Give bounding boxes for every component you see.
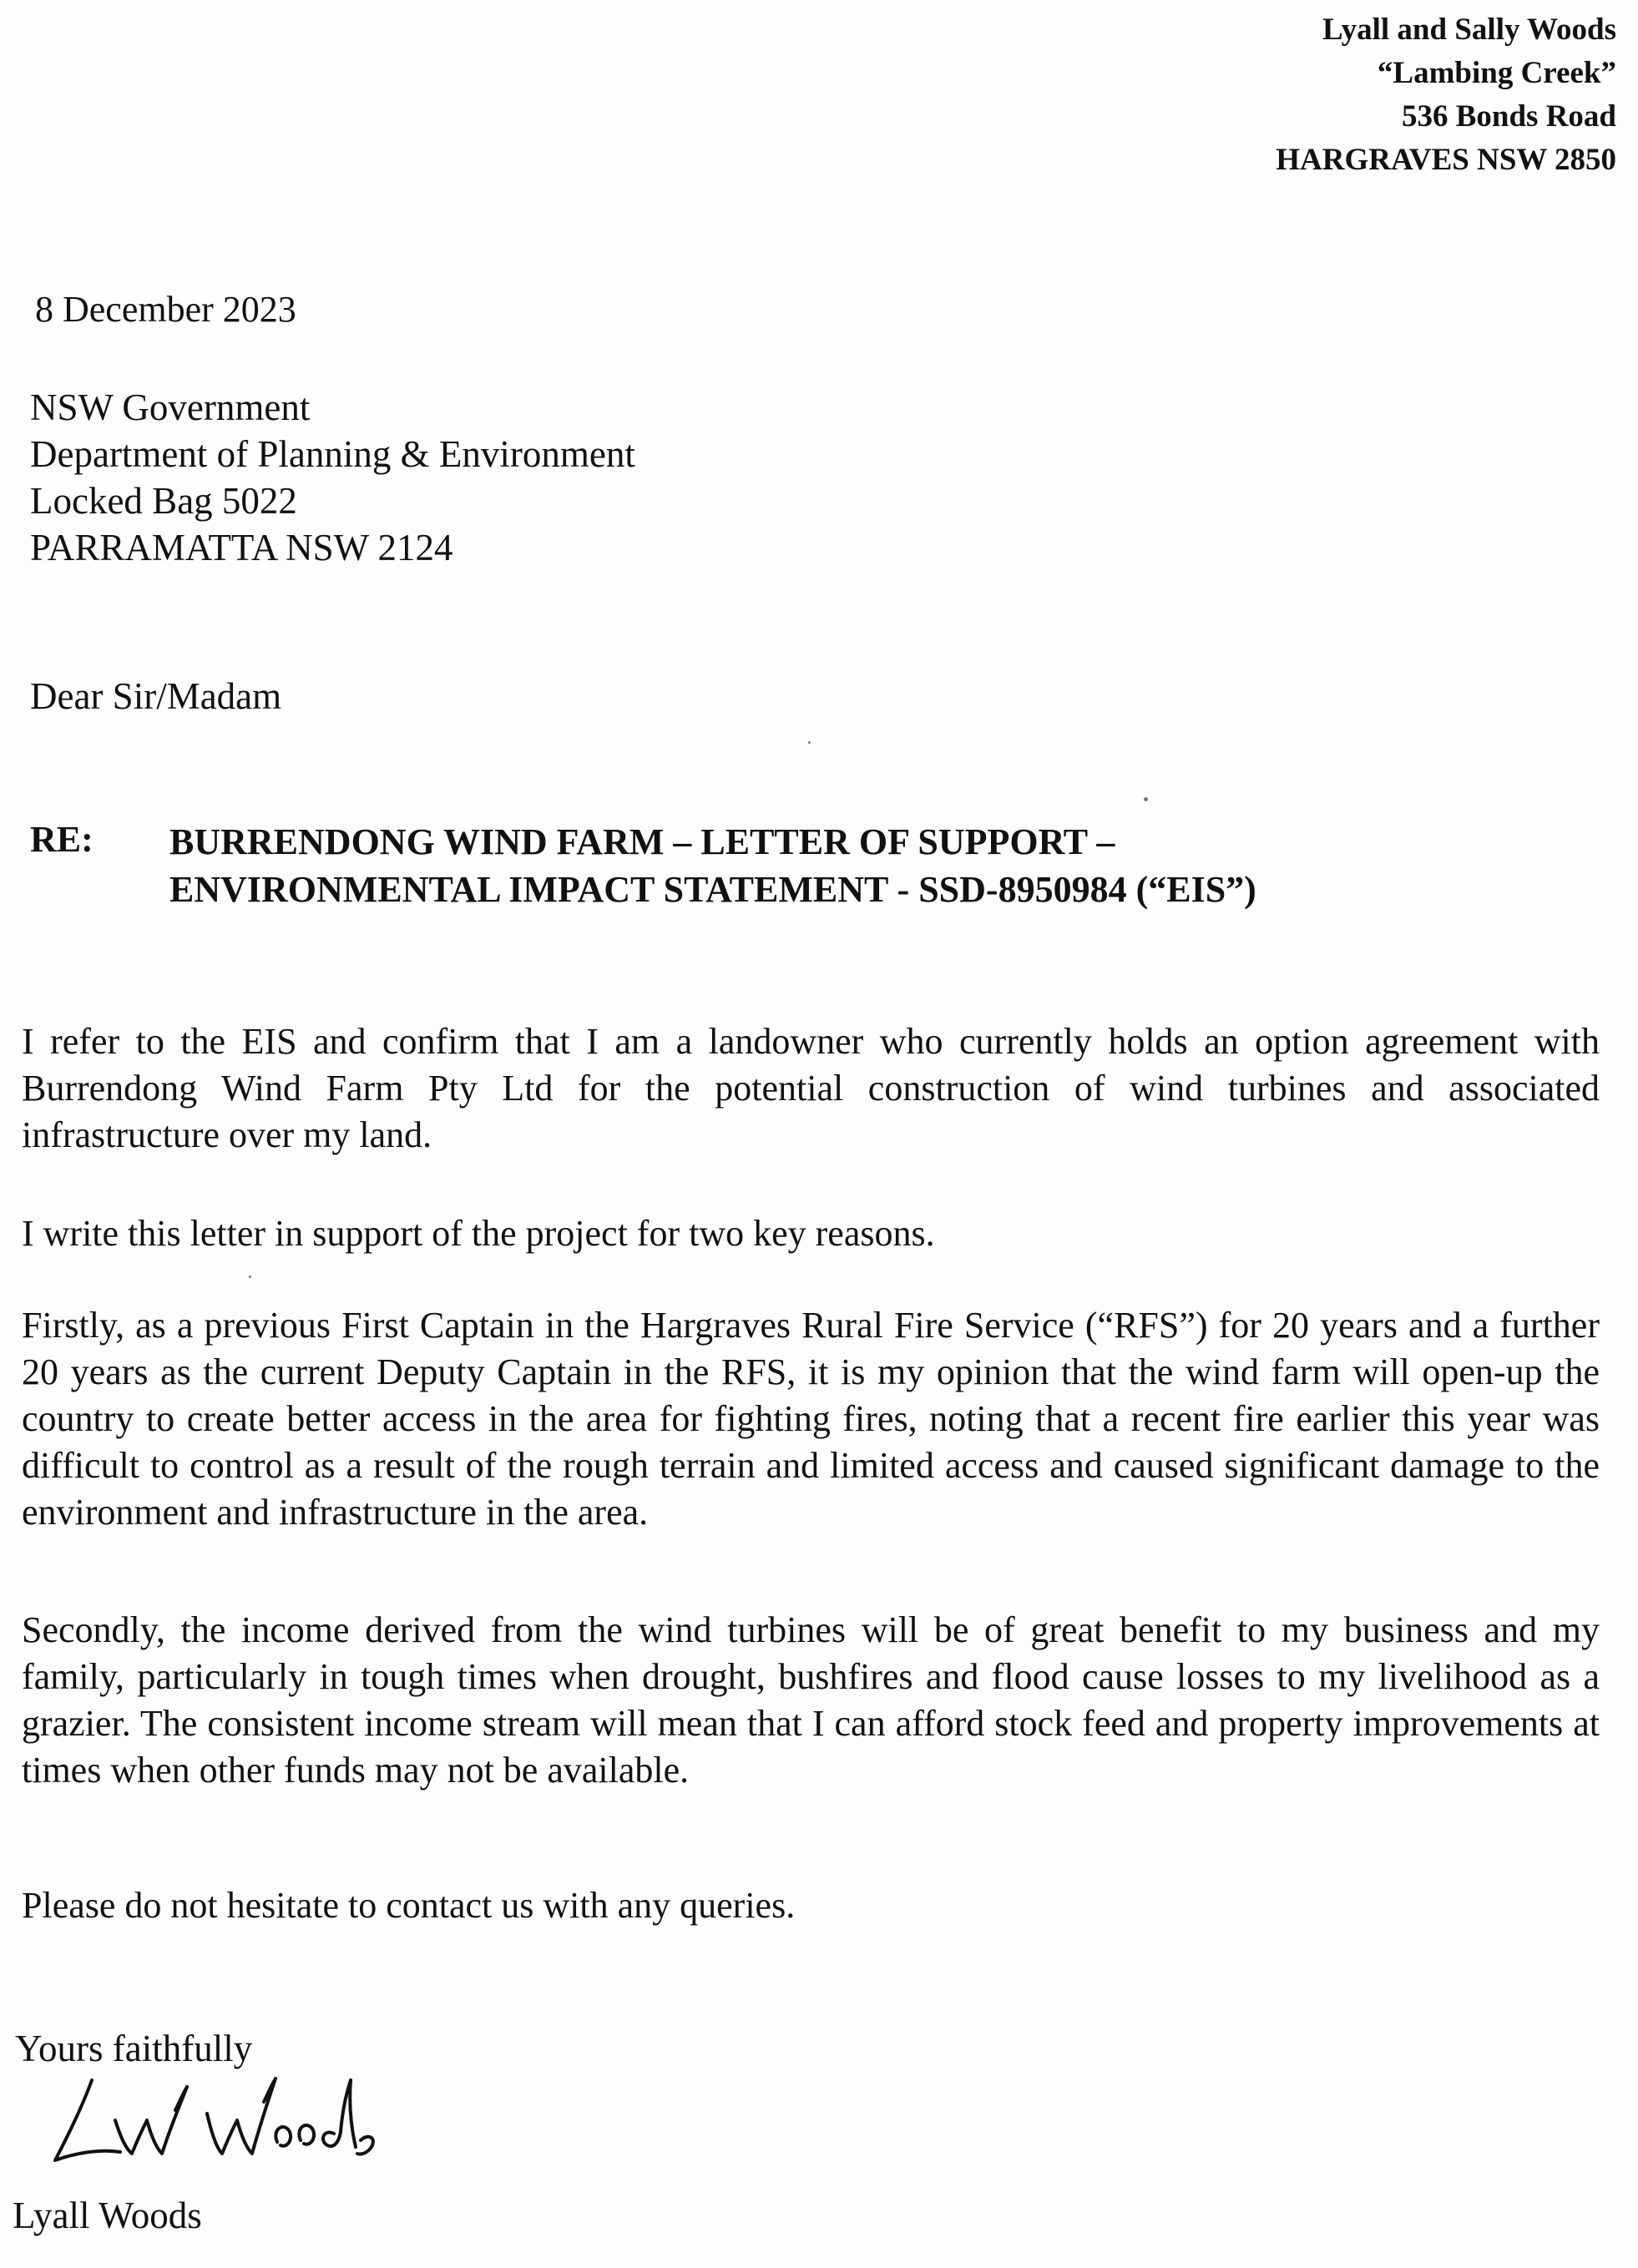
signatory-name: Lyall Woods	[13, 2195, 202, 2236]
sender-street: 536 Bonds Road	[1401, 99, 1616, 134]
sender-address-block	[1276, 8, 1616, 182]
recipient-line-1: NSW Government	[30, 386, 311, 428]
sender-property: “Lambing Creek”	[1377, 56, 1616, 90]
re-subject-line-1: BURRENDONG WIND FARM – LETTER OF SUPPORT –	[169, 821, 1115, 862]
body-paragraph-3: Firstly, as a previous First Captain in the Hargraves Rural Fire Service (“RFS”) for 20 years and a further 20 years as the current Deputy Captain in the RFS, it is my opinion that the wind farm will open-up the country to create better access in the area for fighting fires, noting that a recent fire earlier this year was difficult to control as a result of the rough terrain and limited access and caused significant damage to the environment and infrastructure in the area.	[22, 1305, 1600, 1533]
re-subject	[169, 818, 1256, 913]
handwritten-signature	[40, 2062, 399, 2179]
recipient-address-block	[30, 384, 635, 571]
scan-speck	[249, 1275, 251, 1278]
closing: Yours faithfully	[15, 2028, 253, 2069]
salutation: Dear Sir/Madam	[30, 675, 282, 717]
body-paragraph-4: Secondly, the income derived from the wind turbines will be of great benefit to my business and my family, particularly in tough times when drought, bushfires and flood cause losses to my livelihood as a grazier. The consistent income stream will mean that I can afford stock feed and property improvements at times when other funds may not be available.	[22, 1609, 1600, 1791]
letter-date: 8 December 2023	[35, 289, 296, 330]
sender-town: HARGRAVES NSW 2850	[1276, 143, 1616, 177]
re-label: RE:	[30, 819, 94, 860]
recipient-line-4: PARRAMATTA NSW 2124	[30, 527, 453, 568]
re-subject-line-2: ENVIRONMENTAL IMPACT STATEMENT - SSD-8950984 (“EIS”)	[169, 869, 1256, 910]
recipient-line-3: Locked Bag 5022	[30, 480, 297, 522]
body-paragraph-2: I write this letter in support of the project for two key reasons.	[22, 1213, 935, 1254]
body-paragraph-5: Please do not hesitate to contact us with any queries.	[22, 1885, 796, 1926]
recipient-line-2: Department of Planning & Environment	[30, 433, 635, 475]
body-paragraph-1: I refer to the EIS and confirm that I am a landowner who currently holds an option agreement with Burrendong Wind Farm Pty Ltd for the potential construction of wind turbines and associated infrastructure over my land.	[22, 1021, 1600, 1155]
sender-names: Lyall and Sally Woods	[1322, 13, 1616, 47]
scan-speck	[1144, 797, 1148, 801]
scan-speck	[808, 741, 811, 744]
